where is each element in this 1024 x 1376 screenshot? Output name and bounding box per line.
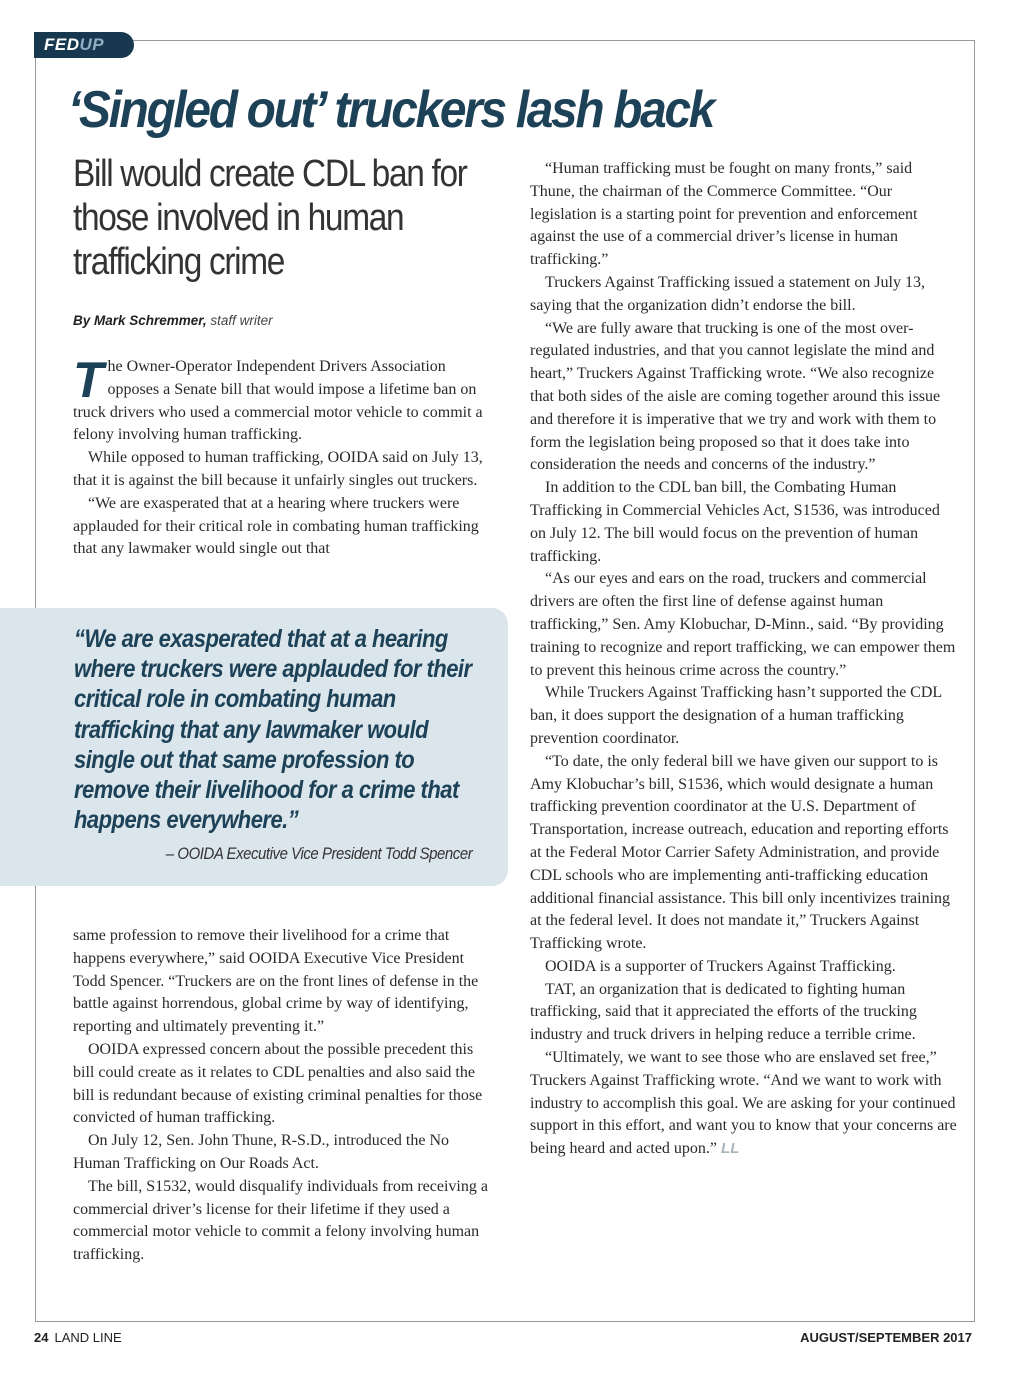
- article-column-left-bottom: [73, 925, 497, 1267]
- footer-left: [34, 1330, 122, 1345]
- paragraph: [530, 1047, 958, 1161]
- pull-quote-attribution: – OOIDA Executive Vice President Todd Spencer: [165, 844, 472, 863]
- end-mark: LL: [721, 1140, 740, 1158]
- paragraph: TAT, an organization that is dedicated to fighting human trafficking, said that it appreciated the efforts of the trucking industry and truck drivers in helping reduce a terrible crime.: [530, 980, 917, 1044]
- paragraph: “We are fully aware that trucking is one of the most over-regulated industries, and that you cannot legislate the mind and heart,” Truckers Against Trafficking wrote. “We also recognize that both sides of the aisle are coming together around this issue and therefore it is imperative that we try and work with them to form the legislation being proposed so that it does take into consideration the needs and concerns of the industry.”: [530, 319, 941, 474]
- paragraph: OOIDA is a supporter of Truckers Against Trafficking.: [545, 957, 896, 975]
- article-column-left-top: [73, 352, 497, 561]
- paragraph-text: “Ultimately, we want to see those who are enslaved set free,” Truckers Against Trafficking wrote. “And we want to work with industry to accomplish this goal. We are asking for your continued support in this effort, and want you to know that your concerns are being heard and acted upon.”: [530, 1049, 957, 1158]
- pull-quote-text: “We are exasperated that at a hearing where truckers were applauded for their critical role in combating human trafficking that any lawmaker would single out that same profession to remove their livelihood for a crime that happens everywhere.”: [74, 625, 472, 835]
- page-number: 24: [34, 1330, 49, 1345]
- section-tab: [34, 32, 134, 58]
- paragraph-text: he Owner-Operator Independent Drivers Association opposes a Senate bill that would impose a lifetime ban on truck drivers who used a commercial motor vehicle to commit a felony involving human trafficking.: [73, 358, 483, 444]
- publication-name: LAND LINE: [54, 1330, 122, 1345]
- pull-quote: [0, 608, 508, 886]
- paragraph: OOIDA expressed concern about the possible precedent this bill could create as it relates to CDL penalties and also said the bill is redundant because of existing criminal penalties for those convicted of human trafficking.: [73, 1040, 483, 1127]
- paragraph: On July 12, Sen. John Thune, R-S.D., introduced the No Human Trafficking on Our Roads Act.: [73, 1132, 450, 1172]
- article-column-right: [530, 158, 958, 1161]
- paragraph: “As our eyes and ears on the road, truckers and commercial drivers are often the first line of defense against human trafficking,” Sen. Amy Klobuchar, D-Minn., said. “By providing training to recognize and report trafficking, we can empower them to prevent this heinous crime across the country.”: [530, 570, 956, 679]
- byline: [73, 313, 273, 328]
- paragraph: [73, 352, 497, 447]
- drop-cap: T: [73, 352, 104, 408]
- paragraph: “We are exasperated that at a hearing where truckers were applauded for their critical role in combating human trafficking that any lawmaker would single out that: [73, 494, 479, 558]
- section-tab-part1: FED: [44, 35, 80, 54]
- byline-author: By Mark Schremmer,: [73, 313, 207, 328]
- paragraph: While opposed to human trafficking, OOIDA said on July 13, that it is against the bill because it unfairly singles out truckers.: [73, 449, 483, 489]
- paragraph: same profession to remove their livelihood for a crime that happens everywhere,” said OOIDA Executive Vice President Todd Spencer. “Truckers are on the front lines of defense in the battle against horrendous, global crime by way of identifying, reporting and ultimately preventing it.”: [73, 927, 479, 1036]
- paragraph: While Truckers Against Trafficking hasn’t supported the CDL ban, it does support the designation of a human trafficking prevention coordinator.: [530, 684, 942, 747]
- section-tab-part2: UP: [79, 35, 105, 54]
- paragraph: Truckers Against Trafficking issued a statement on July 13, saying that the organization didn’t endorse the bill.: [530, 273, 925, 314]
- issue-date: AUGUST/SEPTEMBER 2017: [800, 1330, 972, 1345]
- paragraph: In addition to the CDL ban bill, the Combating Human Trafficking in Commercial Vehicles Act, S1536, was introduced on July 12. The bill would focus on the prevention of human trafficking.: [530, 479, 940, 565]
- byline-role: staff writer: [210, 313, 273, 328]
- headline: ‘Singled out’ truckers lash back: [68, 81, 714, 139]
- paragraph: The bill, S1532, would disqualify individuals from receiving a commercial driver’s license for their lifetime if they used a commercial motor vehicle to commit a felony involving human trafficking.: [73, 1177, 488, 1264]
- subhead: Bill would create CDL ban for those involved in human trafficking crime: [73, 153, 467, 283]
- paragraph: “Human trafficking must be fought on many fronts,” said Thune, the chairman of the Commerce Committee. “Our legislation is a starting point for prevention and enforcement against the use of a commercial driver’s license in human trafficking.”: [530, 160, 918, 269]
- paragraph: “To date, the only federal bill we have given our support to is Amy Klobuchar’s bill, S1536, which would designate a human trafficking prevention coordinator at the U.S. Department of Transportation, increase outreach, education and reporting efforts at the Federal Motor Carrier Safety Administration, and provide CDL schools who are implementing anti-trafficking education additional financial assistance. This bill only incentivizes training at the federal level. It does not mandate it,” Truckers Against Trafficking wrote.: [530, 752, 951, 953]
